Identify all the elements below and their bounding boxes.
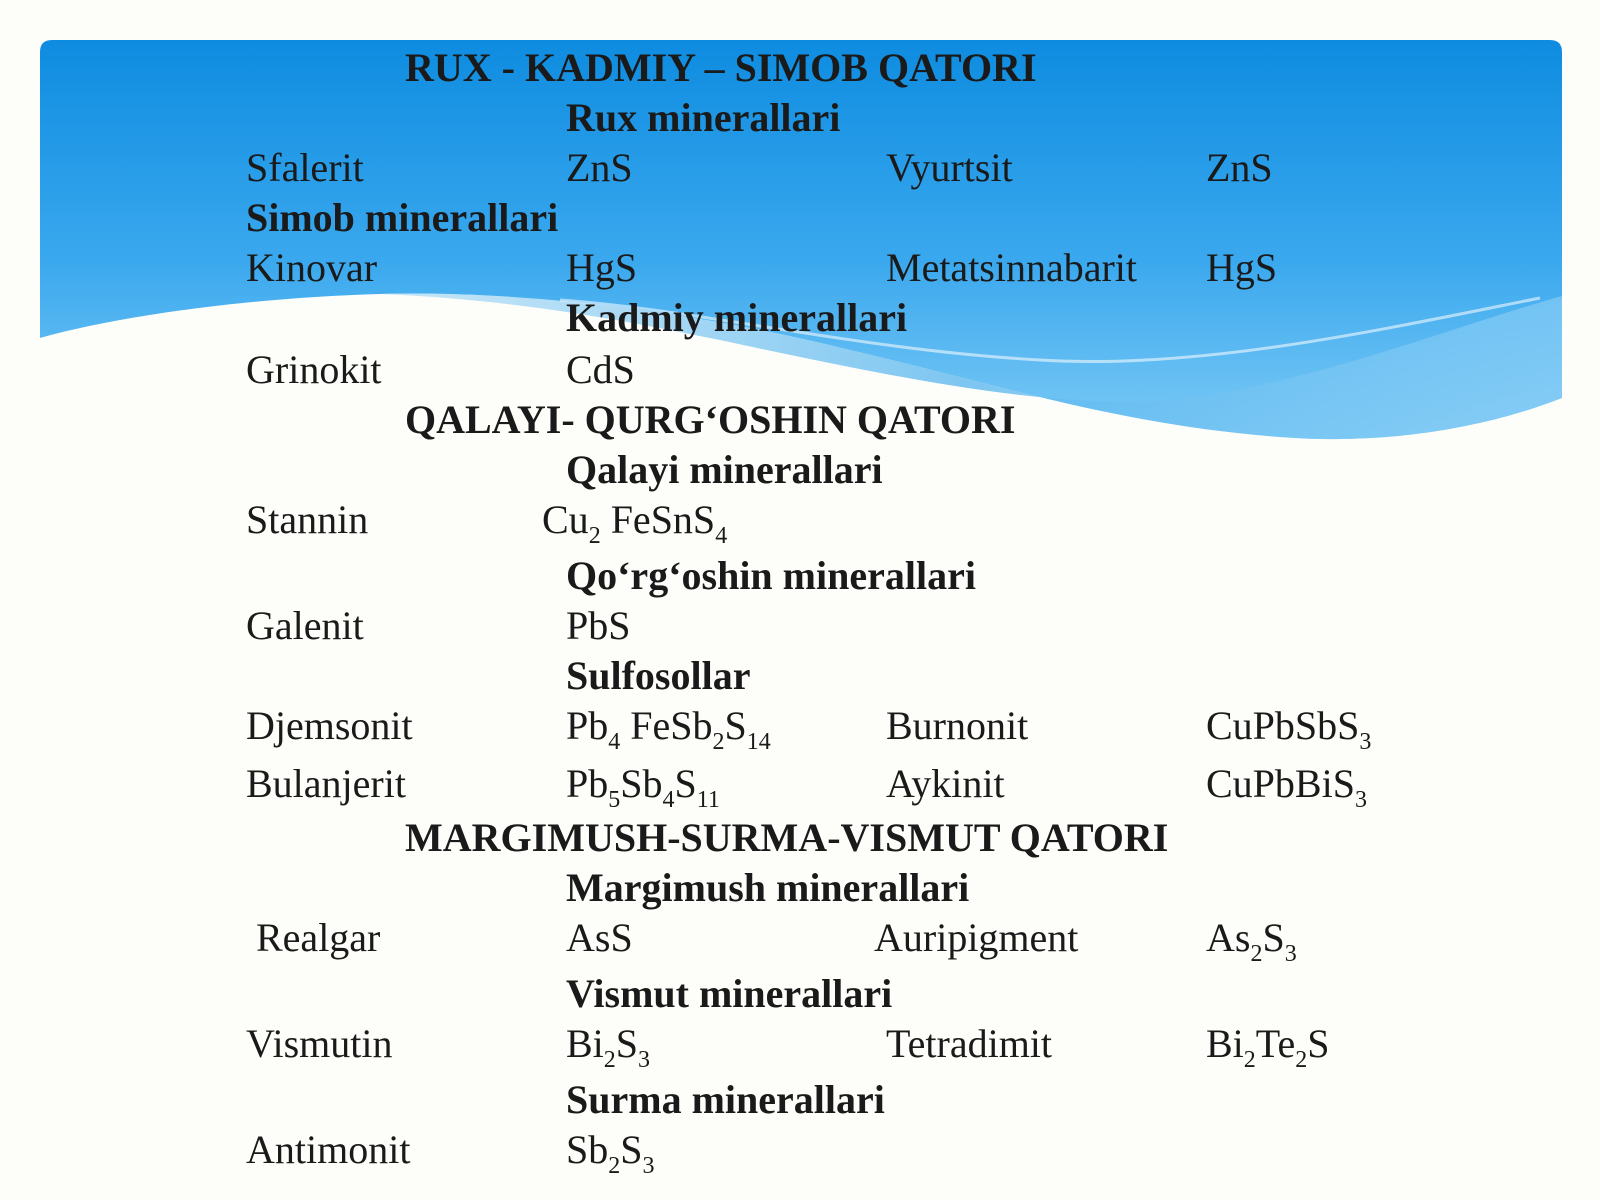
formula-subscript: 2	[1250, 941, 1263, 967]
formula-sfalerit	[566, 145, 633, 190]
formula-part: Bi	[1206, 1021, 1244, 1066]
formula-metatsinnabarit	[1206, 245, 1278, 290]
formula-realgar	[566, 915, 633, 960]
group-heading-qorgoshin: Qo‘rg‘oshin minerallari	[566, 553, 976, 598]
formula-antimonit	[566, 1127, 655, 1179]
formula-part: S	[615, 1021, 639, 1066]
group-heading-margimush: Margimush minerallari	[566, 865, 970, 910]
formula-part: S	[724, 703, 747, 748]
formula-subscript: 2	[1295, 1047, 1308, 1073]
mineral-name-tetradimit: Tetradimit	[886, 1021, 1053, 1066]
mineral-name-kinovar: Kinovar	[246, 245, 378, 290]
formula-part: Cu	[542, 497, 589, 542]
formula-subscript: 4	[715, 523, 728, 549]
formula-subscript: 2	[608, 1153, 621, 1179]
formula-part: S	[1307, 1021, 1330, 1066]
formula-part: Pb	[566, 761, 609, 806]
formula-stannin	[542, 497, 728, 549]
formula-part: ZnS	[566, 145, 633, 190]
formula-part: S	[674, 761, 697, 806]
formula-burnonit	[1206, 703, 1372, 755]
formula-part: FeSnS	[600, 497, 716, 542]
formula-bulanjerit	[566, 761, 720, 813]
formula-subscript: 3	[1284, 941, 1297, 967]
mineral-name-auripigment: Auripigment	[874, 915, 1079, 960]
formula-subscript: 3	[1354, 787, 1367, 813]
formula-tetradimit	[1206, 1021, 1330, 1073]
mineral-name-aykinit: Aykinit	[886, 761, 1005, 806]
mineral-name-antimonit: Antimonit	[246, 1127, 411, 1172]
formula-part: Te	[1255, 1021, 1296, 1066]
formula-part: Pb	[566, 703, 609, 748]
formula-part: CdS	[566, 347, 635, 392]
mineral-name-vismutin: Vismutin	[246, 1021, 393, 1066]
section-title-qalayi-qurgoshin: QALAYI- QURG‘OSHIN QATORI	[405, 397, 1016, 442]
mineral-name-burnonit: Burnonit	[886, 703, 1029, 748]
formula-subscript: 2	[712, 729, 725, 755]
formula-subscript: 4	[662, 787, 675, 813]
section-title-margimush-surma-vismut: MARGIMUSH-SURMA-VISMUT QATORI	[405, 815, 1169, 860]
formula-subscript: 2	[603, 1047, 616, 1073]
group-heading-surma: Surma minerallari	[566, 1077, 885, 1122]
formula-part: PbS	[566, 603, 631, 648]
mineral-name-grinokit: Grinokit	[246, 347, 382, 392]
formula-vismutin	[566, 1021, 651, 1073]
formula-subscript: 2	[588, 523, 601, 549]
group-heading-vismut: Vismut minerallari	[566, 971, 893, 1016]
group-heading-qalayi: Qalayi minerallari	[566, 447, 883, 492]
formula-subscript: 11	[696, 787, 720, 813]
formula-part: Bi	[566, 1021, 604, 1066]
formula-part: FeSb	[620, 703, 713, 748]
group-heading-simob: Simob minerallari	[246, 195, 559, 240]
formula-part: HgS	[566, 245, 638, 290]
mineral-name-bulanjerit: Bulanjerit	[246, 761, 406, 806]
formula-subscript: 5	[608, 787, 621, 813]
mineral-name-realgar: Realgar	[256, 915, 381, 960]
group-heading-rux: Rux minerallari	[566, 95, 841, 140]
formula-auripigment	[1206, 915, 1297, 967]
formula-subscript: 14	[746, 729, 771, 755]
formula-subscript: 3	[638, 1047, 651, 1073]
formula-subscript: 4	[608, 729, 621, 755]
formula-part: S	[620, 1127, 643, 1172]
mineral-name-vyurtsit: Vyurtsit	[886, 145, 1013, 190]
formula-part: S	[1262, 915, 1285, 960]
formula-vyurtsit	[1206, 145, 1273, 190]
formula-part: AsS	[566, 915, 633, 960]
mineral-name-stannin: Stannin	[246, 497, 369, 542]
formula-part: CuPbBiS	[1206, 761, 1355, 806]
formula-part: Sb	[566, 1127, 609, 1172]
formula-djemsonit	[566, 703, 771, 755]
mineral-name-djemsonit: Djemsonit	[246, 703, 413, 748]
formula-subscript: 2	[1243, 1047, 1256, 1073]
formula-part: Sb	[620, 761, 663, 806]
formula-part: CuPbSbS	[1206, 703, 1360, 748]
mineral-name-metatsinnabarit: Metatsinnabarit	[886, 245, 1138, 290]
formula-subscript: 3	[642, 1153, 655, 1179]
section-title-rux-kadmiy-simob: RUX - KADMIY – SIMOB QATORI	[405, 45, 1037, 90]
mineral-name-galenit: Galenit	[246, 603, 364, 648]
formula-kinovar	[566, 245, 638, 290]
formula-galenit	[566, 603, 631, 648]
group-heading-kadmiy: Kadmiy minerallari	[566, 295, 908, 340]
formula-part: ZnS	[1206, 145, 1273, 190]
formula-aykinit	[1206, 761, 1367, 813]
mineral-name-sfalerit: Sfalerit	[246, 145, 364, 190]
formula-part: HgS	[1206, 245, 1278, 290]
formula-part: As	[1206, 915, 1251, 960]
group-heading-sulfosollar: Sulfosollar	[566, 653, 751, 698]
formula-subscript: 3	[1359, 729, 1372, 755]
formula-grinokit	[566, 347, 635, 392]
